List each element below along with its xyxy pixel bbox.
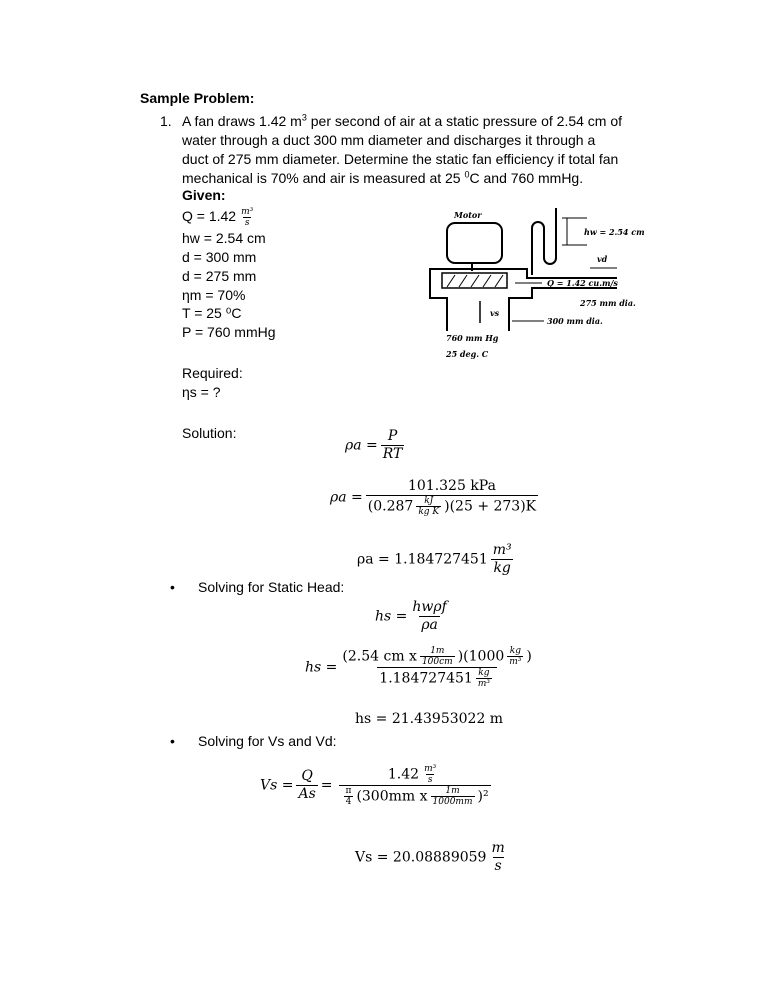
diagram-vs-label: vs [490,308,500,318]
eq-density-sub: ρa = 101.325 kPa (0.287 $\frac{kJ}{\text{kg K}}$ )(25 + 273)K [330,478,537,517]
eq-static-head-formula: hs = $\frac{\text{hwρf}}{\rho a}$ [375,599,447,633]
diagram-temp-label: 25 deg. C [446,349,489,359]
given-hw: hw = 2.54 cm [182,230,266,246]
diagram-vd-label: vd [597,254,608,264]
bullet-velocity: Solving for Vs and Vd: [198,733,337,749]
bullet-static-head: Solving for Static Head: [198,579,345,595]
eq-velocity-sub: Vs = $\frac{Q}{As}$ = 1.42 $\frac{\text{m³}}{s}$ $\frac{\pi}{4}$ (300mm x $\frac{1m}{1000mm}$ )² [260,764,489,807]
item-number: 1. [160,113,172,129]
required-label: Required: [182,365,243,381]
diagram-hw-label: hw = 2.54 cm [584,227,645,237]
eq-static-head-result: hs = 21.43953022 m [355,711,504,727]
solution-label: Solution: [182,425,237,441]
heading: Sample Problem: [140,90,255,106]
bullet-icon: • [170,733,175,749]
diagram-pressure-label: 760 mm Hg [446,333,499,343]
problem-line-4: mechanical is 70% and air is measured at 25 $^0$C and 760 mmHg. [182,169,584,186]
given-t: T = 25 ⁰C [182,305,242,321]
eq-density-result: ρa = 1.184727451 $\frac{\text{m³}}{kg}$ [357,542,512,576]
eq-velocity-result: Vs = 20.08889059 $\frac{m}{s}$ [355,840,505,874]
given-d2: d = 275 mm [182,268,257,284]
given-eta-m: ηm = 70% [182,287,246,303]
given-q: Q = 1.42 $\frac{\text{m³}}{s}$ [182,206,254,228]
diagram-300-label: 300 mm dia. [547,316,603,326]
diagram-275-label: 275 mm dia. [580,298,636,308]
required-value: ηs = ? [182,384,221,400]
given-p: P = 760 mmHg [182,324,276,340]
fan-diagram [412,203,682,361]
given-label: Given: [182,187,226,203]
diagram-motor-label: Motor [454,210,482,220]
problem-line-3: duct of 275 mm diameter. Determine the static fan efficiency if total fan [182,151,619,167]
bullet-icon: • [170,579,175,595]
given-d1: d = 300 mm [182,249,257,265]
problem-line-1: A fan draws 1.42 $m^3$ per second of air at a static pressure of 2.54 cm of [182,112,623,129]
diagram-q-label: Q = 1.42 cu.m/s [547,278,618,288]
problem-line-2: water through a duct 300 mm diameter and discharges it through a [182,132,596,148]
eq-density-formula: ρa = $\frac{P}{RT}$ [345,428,403,462]
eq-static-head-sub: hs = (2.54 cm x $\frac{1m}{100cm}$ )(1000 $\frac{kg}{\text{m³}}$ ) 1.184727451 $\frac{kg}{\text{m³}}$ [305,646,532,689]
